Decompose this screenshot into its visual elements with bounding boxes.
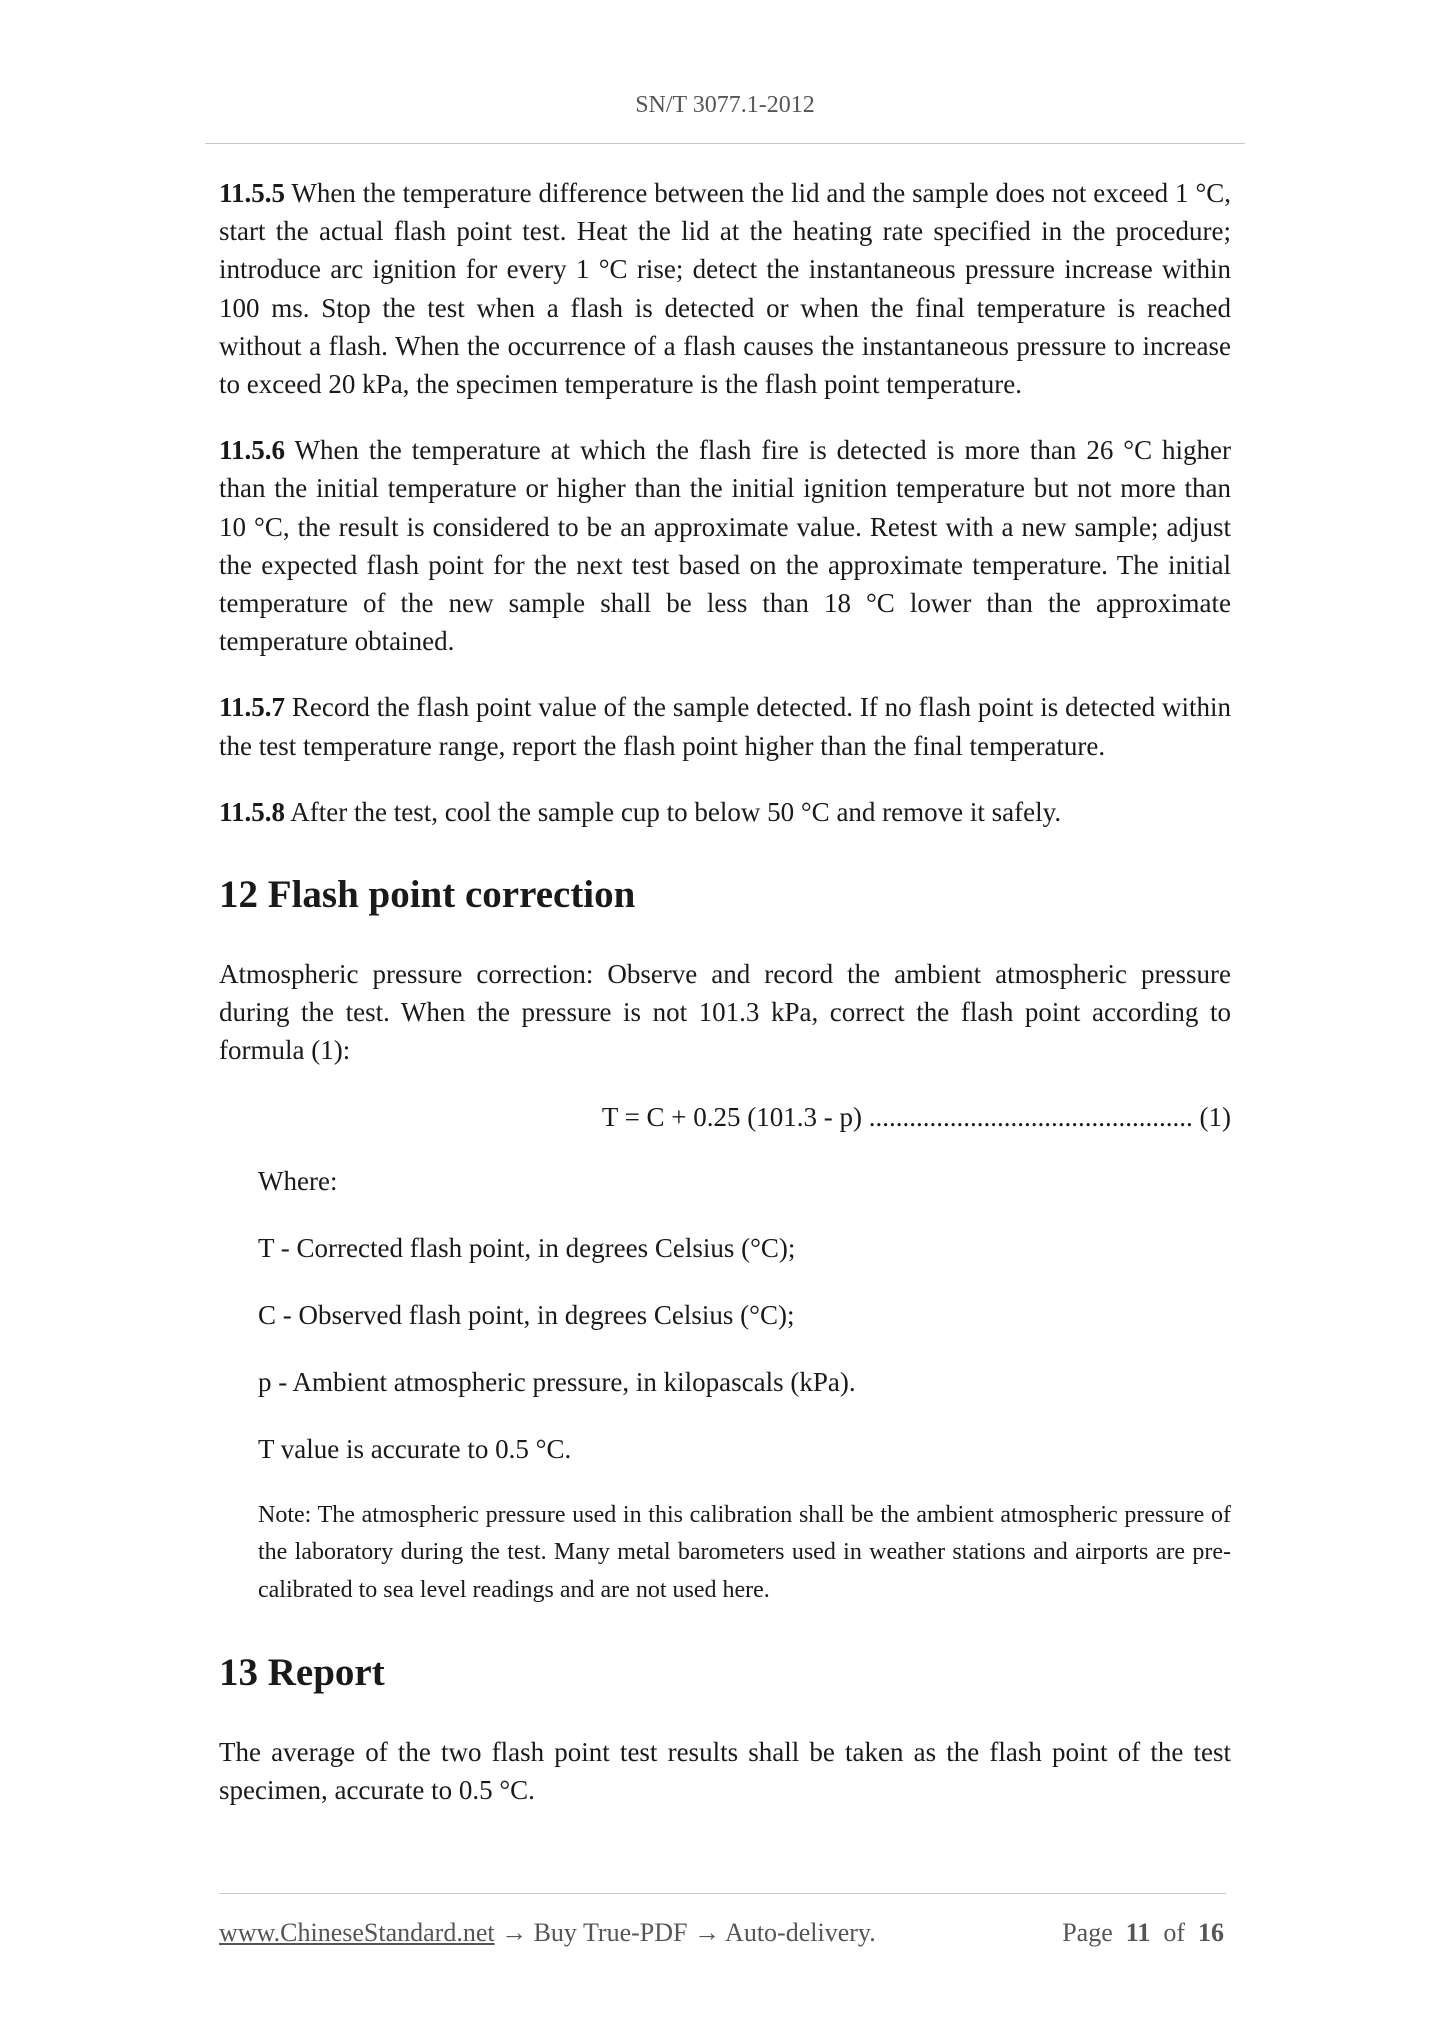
section-title-13: 13 Report bbox=[219, 1651, 385, 1695]
clause-11-5-6 bbox=[219, 431, 1231, 660]
page-current: 11 bbox=[1125, 1918, 1151, 1947]
clause-11-5-5 bbox=[219, 174, 1231, 403]
clause-11-5-8 bbox=[219, 793, 1231, 831]
clause-text: When the temperature difference between the lid and the sample does not exceed 1 °C, start the actual flash point test. Heat the lid at the heating rate specified in the procedure; introduce arc ignition for every 1 °C rise; detect the instantaneous pressure increase within 100 ms. Stop the test when a flash is detected or when the final temperature is reached without a flash. When the occurrence of a flash causes the instantaneous pressure to increase to exceed 20 kPa, the specimen temperature is the flash point temperature. bbox=[219, 178, 1231, 400]
clause-text: After the test, cool the sample cup to below 50 °C and remove it safely. bbox=[285, 796, 1062, 827]
page-number bbox=[1062, 1918, 1224, 1948]
header-divider bbox=[205, 143, 1245, 144]
definition-p: p - Ambient atmospheric pressure, in kilopascals (kPa). bbox=[258, 1366, 856, 1397]
page-of-label: of bbox=[1163, 1918, 1185, 1947]
formula-definitions bbox=[219, 1162, 1231, 1610]
section-title-12: 12 Flash point correction bbox=[219, 873, 636, 917]
page-total: 16 bbox=[1198, 1918, 1224, 1947]
footer-divider bbox=[219, 1893, 1226, 1894]
section-13-text: The average of the two flash point test results shall be taken as the flash point of the test specimen, accurate to 0.5 °C. bbox=[219, 1737, 1231, 1806]
clause-text: When the temperature at which the flash fire is detected is more than 26 °C higher than the initial temperature or higher than the initial ignition temperature but not more than 10 °C, the result is considered to be an approximate value. Retest with a new sample; adjust the expected flash point for the next test based on the approximate temperature. The initial temperature of the new sample shall be less than 18 °C lower than the approximate temperature obtained. bbox=[219, 435, 1231, 657]
definition-t: T - Corrected flash point, in degrees Celsius (°C); bbox=[258, 1232, 796, 1263]
clause-number: 11.5.7 bbox=[219, 692, 286, 723]
note: Note: The atmospheric pressure used in this calibration shall be the ambient atmospheric pressure of the laboratory during the test. Many metal barometers used in weather stations and airports are pre-calibrated to sea level readings and are not used here. bbox=[258, 1501, 1231, 1603]
footer-left bbox=[219, 1918, 876, 1948]
document-id: SN/T 3077.1-2012 bbox=[635, 92, 815, 118]
section-12-intro: Atmospheric pressure correction: Observe and record the ambient atmospheric pressure during the test. When the pressure is not 101.3 kPa, correct the flash point according to formula (1): bbox=[219, 959, 1231, 1066]
page-label: Page bbox=[1062, 1918, 1113, 1947]
footer-tagline: → Buy True-PDF → Auto-delivery. bbox=[494, 1918, 876, 1947]
clause-text: Record the flash point value of the sample detected. If no flash point is detected within the test temperature range, report the flash point higher than the final temperature. bbox=[219, 692, 1231, 761]
where-label: Where: bbox=[258, 1165, 338, 1196]
page-header bbox=[205, 92, 1245, 119]
website-link[interactable]: www.ChineseStandard.net bbox=[219, 1918, 495, 1947]
formula-1: T = C + 0.25 (101.3 - p) ................................................ (1) bbox=[601, 1101, 1231, 1132]
definition-c: C - Observed flash point, in degrees Celsius (°C); bbox=[258, 1299, 795, 1330]
page-content bbox=[219, 174, 1231, 1838]
clause-number: 11.5.5 bbox=[219, 178, 286, 208]
clause-11-5-7 bbox=[219, 688, 1231, 764]
clause-number: 11.5.8 bbox=[219, 796, 286, 827]
accuracy-statement: T value is accurate to 0.5 °C. bbox=[258, 1433, 572, 1464]
clause-number: 11.5.6 bbox=[219, 435, 286, 466]
